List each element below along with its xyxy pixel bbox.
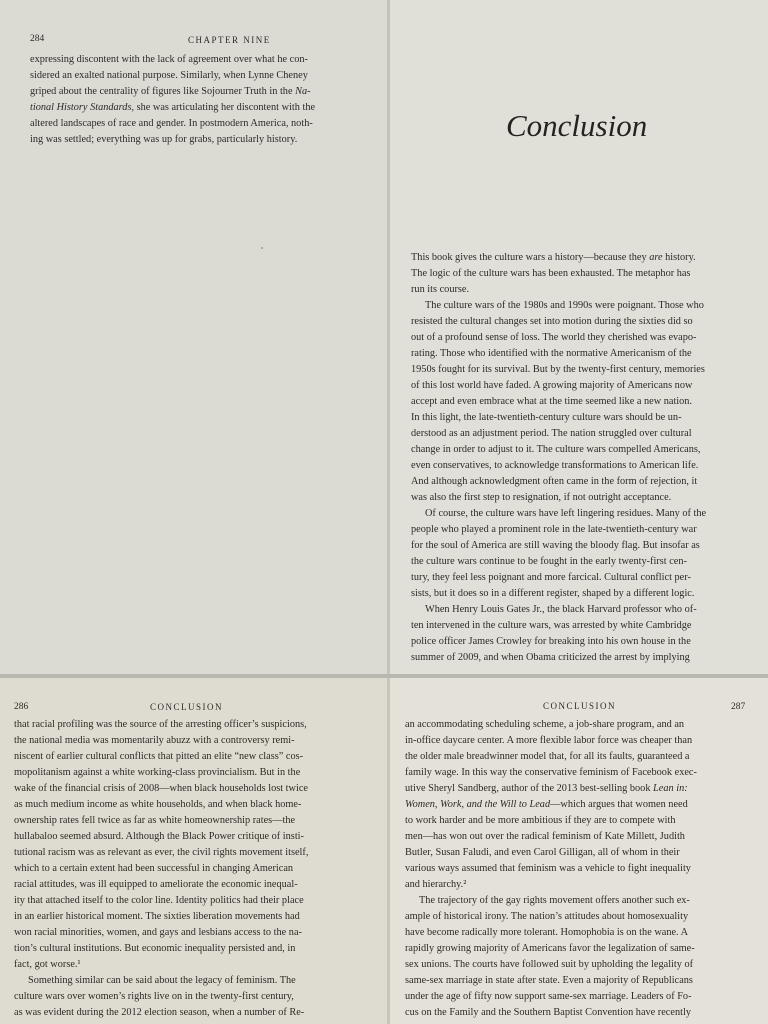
text-line: And although acknowledgment often came in the form of rejection, it: [411, 476, 698, 487]
page-gutter-top: [387, 0, 390, 676]
page-286: [0, 676, 389, 1024]
text-line: the national media was momentarily abuzz with a controversy remi-: [14, 735, 295, 746]
text-line: ing was settled; everything was up for grabs, particularly history.: [30, 134, 298, 145]
text-line: the culture wars continue to be fought in the early twenty-first cen-: [411, 556, 687, 567]
text-line: tion’s cultural institutions. But economic inequality persisted and, in: [14, 943, 296, 954]
text-line: resisted the cultural changes set into motion during the sixties did so: [411, 316, 693, 327]
text-line: fact, got worse.¹: [14, 959, 81, 970]
text-line: rating. Those who identified with the normative Americanism of the: [411, 348, 692, 359]
page-number-287: 287: [731, 702, 746, 712]
text-line: as was evident during the 2012 election season, when a number of Re-: [14, 1007, 305, 1018]
text-line: Something similar can be said about the legacy of feminism. The: [28, 975, 296, 986]
text-line: an accommodating scheduling scheme, a job-share program, and an: [405, 719, 685, 730]
text-line: rapidly growing majority of Americans favor the legalization of same-: [405, 943, 695, 954]
text-line: summer of 2009, and when Obama criticized the arrest by implying: [411, 652, 690, 663]
running-head-conclusion-right: CONCLUSION: [543, 701, 617, 711]
text-line: various ways assumed that feminism was a vehicle to fight inequality: [405, 863, 691, 874]
text-line: the older male breadwinner model that, for all its faults, guaranteed a: [405, 751, 690, 762]
scan-seam: [0, 674, 768, 678]
text-line: cus on the Family and the Southern Baptist Convention have recently: [405, 1007, 691, 1018]
page-285: [389, 0, 768, 676]
text-line: sists, but it does so in a different register, shaped by a different logic.: [411, 588, 695, 599]
text-line: have become radically more tolerant. Homophobia is on the wane. A: [405, 927, 689, 938]
text-line: 1950s fought for its survival. But by the twenty-first century, memories: [411, 364, 705, 375]
text-line: and hierarchy.²: [405, 879, 467, 890]
text-line: that racial profiling was the source of the arresting officer’s suspicions,: [14, 719, 307, 730]
text-line: of this lost world have faded. A growing majority of Americans now: [411, 380, 693, 391]
text-line: hullabaloo seemed absurd. Although the Black Power critique of insti-: [14, 831, 304, 842]
text-line: culture wars over women’s rights live on in the twenty-first century,: [14, 991, 294, 1002]
text-line: under the age of fifty now support same-sex marriage. Leaders of Fo-: [405, 991, 692, 1002]
chapter-title: Conclusion: [506, 108, 648, 143]
text-line: racial attitudes, was ill equipped to ameliorate the economic inequal-: [14, 879, 298, 890]
text-line: The logic of the culture wars has been exhausted. The metaphor has: [411, 268, 691, 279]
text-line: derstood as an adjustment period. The nation struggled over cultural: [411, 428, 692, 439]
paper-speck: [261, 247, 263, 249]
text-line: change in order to adjust to it. The culture wars compelled Americans,: [411, 444, 701, 455]
text-line: sidered an exalted national purpose. Similarly, when Lynne Cheney: [30, 70, 308, 81]
text-line: In this light, the late-twentieth-century culture wars should be un-: [411, 412, 682, 423]
page-284-body-text: [30, 52, 364, 148]
text-line: in-office daycare center. A more flexible labor force was cheaper than: [405, 735, 693, 746]
page-287: [389, 676, 768, 1024]
text-line: in an earlier historical moment. The sixties liberation movements had: [14, 911, 300, 922]
text-line: ample of historical irony. The nation’s attitudes about homosexuality: [405, 911, 689, 922]
text-line: The trajectory of the gay rights movement offers another such ex-: [419, 895, 690, 906]
text-line: altered landscapes of race and gender. In postmodern America, noth-: [30, 118, 313, 129]
text-line: ownership rates fell twice as far as white homeownership rates—the: [14, 815, 296, 826]
text-line: accept and even embrace what at the time seemed like a new nation.: [411, 396, 693, 407]
page-284: [0, 0, 389, 676]
text-line: people who played a prominent role in the late-twentieth-century war: [411, 524, 697, 535]
text-line: wake of the financial crisis of 2008—when black households lost twice: [14, 783, 308, 794]
text-line: expressing discontent with the lack of agreement over what he con-: [30, 54, 308, 65]
text-line: run its course.: [411, 284, 470, 295]
text-line: utive Sheryl Sandberg, author of the 2013 best-selling book Lean in:: [405, 783, 688, 794]
text-line: as much medium income as white households, and when black home-: [14, 799, 302, 810]
text-line: police officer James Crowley for breaking into his own house in the: [411, 636, 691, 647]
text-line: out of a profound sense of loss. The world they cherished was evapo-: [411, 332, 697, 343]
text-line: won racial minorities, women, and gays and lesbians access to the na-: [14, 927, 302, 938]
text-line: ity that attached itself to the color line. Identity politics had their place: [14, 895, 304, 906]
running-head-chapter-nine: CHAPTER NINE: [188, 35, 271, 45]
text-line: Butler, Susan Faludi, and even Carol Gilligan, all of whom in their: [405, 847, 680, 858]
text-line: mopolitanism against a white working-class provincialism. But in the: [14, 767, 301, 778]
text-line: ten intervened in the culture wars, was arrested by white Cambridge: [411, 620, 692, 631]
running-head-conclusion-left: CONCLUSION: [150, 702, 224, 712]
page-gutter-bottom: [387, 676, 390, 1024]
page-287-body-text: [405, 717, 745, 1021]
text-line: tury, they feel less poignant and more farcical. Cultural conflict per-: [411, 572, 691, 583]
text-line: Women, Work, and the Will to Lead—which argues that women need: [405, 799, 688, 810]
page-number-286: 286: [14, 702, 29, 712]
text-line: family wage. In this way the conservative feminism of Facebook exec-: [405, 767, 697, 778]
text-line: Of course, the culture wars have left lingering residues. Many of the: [425, 508, 707, 519]
text-line: sex unions. The courts have followed suit by upholding the legality of: [405, 959, 694, 970]
text-line: for the soul of America are still waving the bloody flag. But insofar as: [411, 540, 700, 551]
text-line: When Henry Louis Gates Jr., the black Harvard professor who of-: [425, 604, 697, 615]
text-line: men—has won out over the radical feminism of Kate Millett, Judith: [405, 831, 685, 842]
text-line: which to a certain extent had been successful in changing American: [14, 863, 294, 874]
text-line: The culture wars of the 1980s and 1990s were poignant. Those who: [425, 300, 704, 311]
text-line: was also the first step to resignation, if not outright acceptance.: [411, 492, 672, 503]
page-285-body-text: [411, 250, 745, 666]
page-286-body-text: [14, 717, 354, 1021]
text-line: even conservatives, to acknowledge transformations to American life.: [411, 460, 699, 471]
text-line: tutional racism was as relevant as ever, the civil rights movement itself,: [14, 847, 309, 858]
text-line: niscent of earlier cultural conflicts that pitted an elite “new class” cos-: [14, 751, 304, 762]
text-line: This book gives the culture wars a history—because they are history.: [411, 252, 696, 263]
text-line: to work harder and be more ambitious if they are to compete with: [405, 815, 676, 826]
text-line: same-sex marriage in state after state. Even a majority of Republicans: [405, 975, 693, 986]
text-line: griped about the centrality of figures like Sojourner Truth in the Na-: [30, 86, 311, 97]
page-number-284: 284: [30, 34, 45, 44]
text-line: tional History Standards, she was articulating her discontent with the: [30, 102, 316, 113]
